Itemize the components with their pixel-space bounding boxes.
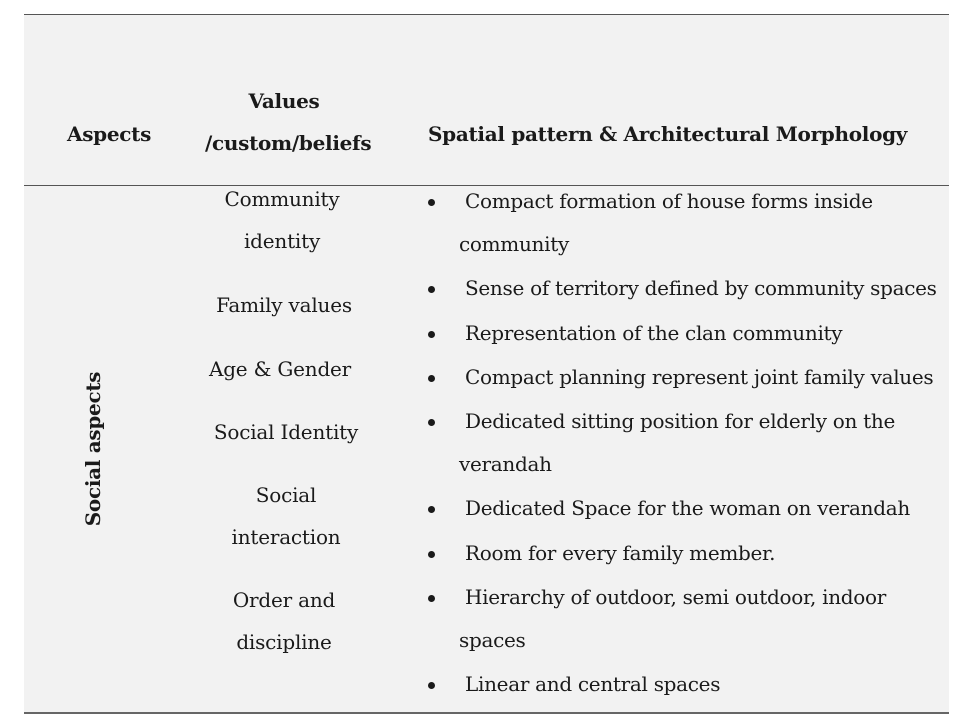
header-values-line1: Values	[248, 89, 320, 113]
bullet-dot-icon	[428, 331, 435, 338]
bullet-dot-icon	[428, 375, 435, 382]
value-item	[206, 474, 366, 558]
bullet-dot-icon	[428, 419, 435, 426]
bullet-dot-icon	[428, 682, 435, 689]
header-values	[205, 80, 372, 164]
value-item	[204, 579, 364, 663]
value-line: Family values	[216, 293, 352, 317]
bullet-text: Hierarchy of outdoor, semi outdoor, indoor	[465, 585, 887, 609]
bullet-text: verandah	[459, 452, 552, 476]
bullet-text: Compact formation of house forms inside	[465, 189, 873, 213]
value-line: Age & Gender	[208, 357, 352, 381]
value-item	[202, 178, 362, 262]
bullet-text: community	[459, 232, 569, 256]
value-line: discipline	[236, 630, 332, 654]
value-item	[206, 411, 366, 453]
value-line: Social Identity	[213, 420, 359, 444]
value-line: identity	[243, 229, 321, 253]
bullet-dot-icon	[428, 506, 435, 513]
bullet-text: Linear and central spaces	[465, 672, 721, 696]
bullet-text: Dedicated Space for the woman on verandah	[465, 496, 910, 520]
bullet-text: Compact planning represent joint family values	[465, 365, 934, 389]
row-heading-text: Social aspects	[81, 371, 105, 527]
bullet-text: Representation of the clan community	[465, 321, 843, 345]
bullet-dot-icon	[428, 551, 435, 558]
table-top-rule	[24, 14, 949, 15]
value-line: Social	[255, 483, 317, 507]
bullet-dot-icon	[428, 286, 435, 293]
bullet-text: spaces	[459, 628, 526, 652]
value-line: Order and	[232, 588, 336, 612]
value-item	[200, 348, 360, 390]
header-aspects: Aspects	[67, 122, 152, 146]
header-values-line2: /custom/beliefs	[205, 131, 372, 155]
bullet-dot-icon	[428, 595, 435, 602]
bullet-text: Room for every family member.	[465, 541, 776, 565]
value-item	[202, 284, 366, 326]
header-spatial-pattern: Spatial pattern & Architectural Morphology	[428, 122, 908, 146]
bullet-text: Dedicated sitting position for elderly on the	[465, 409, 895, 433]
bullet-text: Sense of territory defined by community spaces	[465, 276, 937, 300]
table-bottom-rule	[24, 712, 949, 714]
value-line: interaction	[231, 525, 341, 549]
row-heading	[78, 371, 108, 527]
bullet-dot-icon	[428, 199, 435, 206]
value-line: Community	[224, 187, 340, 211]
